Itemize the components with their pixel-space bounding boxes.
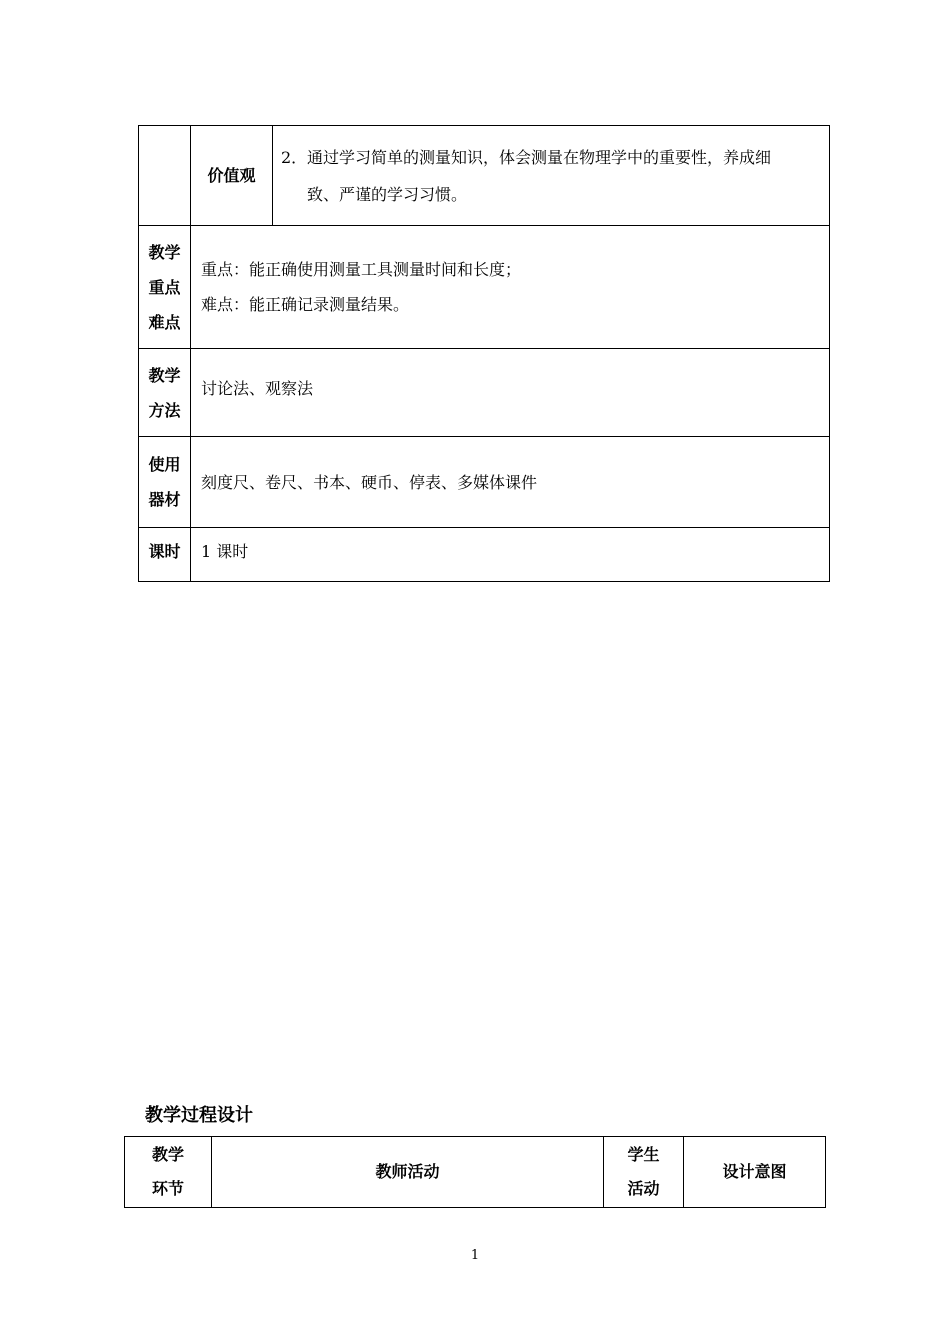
equip-label-2: 器材: [148, 490, 181, 509]
col-stage-line-2: 环节: [151, 1179, 184, 1198]
equipment-label: [139, 437, 191, 528]
col-student-header: [604, 1137, 684, 1208]
equip-label-1: 使用: [148, 455, 181, 474]
key-label-1: 教学: [148, 242, 181, 262]
process-header-row: [125, 1137, 826, 1208]
values-line-2: 致、严谨的学习习惯。: [307, 184, 468, 204]
col-intent-header: 设计意图: [684, 1137, 826, 1208]
method-label-2: 方法: [148, 400, 181, 420]
equipment-row: [139, 437, 830, 528]
method-row: [139, 349, 830, 437]
section-title: 教学过程设计: [145, 1105, 253, 1126]
values-line-1: 通过学习简单的测量知识，体会测量在物理学中的重要性，养成细: [307, 147, 772, 167]
key-points-label: [139, 226, 191, 349]
equipment-value: 刻度尺、卷尺、书本、硬币、停表、多媒体课件: [191, 437, 830, 528]
page-number: 1: [470, 1248, 480, 1263]
key-points-row: [139, 226, 830, 349]
col-stage-line-1: 教学: [151, 1145, 184, 1164]
hours-label: 课时: [139, 528, 191, 582]
col-teacher-header: 教师活动: [212, 1137, 604, 1208]
values-number: 2．: [281, 147, 308, 167]
key-label-2: 重点: [148, 277, 181, 297]
values-content: [273, 126, 830, 226]
difficult-point-text: 难点：能正确记录测量结果。: [201, 295, 410, 314]
method-value: 讨论法、观察法: [191, 349, 830, 437]
col-student-line-1: 学生: [627, 1145, 660, 1164]
process-table: [124, 1136, 826, 1208]
method-label-1: 教学: [148, 365, 181, 385]
method-label: [139, 349, 191, 437]
values-label: 价值观: [191, 126, 273, 226]
hours-value: 1 课时: [191, 528, 830, 582]
key-label-3: 难点: [148, 312, 181, 332]
lesson-info-table: [138, 125, 830, 582]
key-points-content: [191, 226, 830, 349]
key-point-text: 重点：能正确使用测量工具测量时间和长度；: [201, 260, 522, 279]
col-stage-header: [125, 1137, 212, 1208]
hours-row: [139, 528, 830, 582]
empty-category-cell: [139, 126, 191, 226]
col-student-line-2: 活动: [627, 1179, 660, 1198]
values-row: [139, 126, 830, 226]
